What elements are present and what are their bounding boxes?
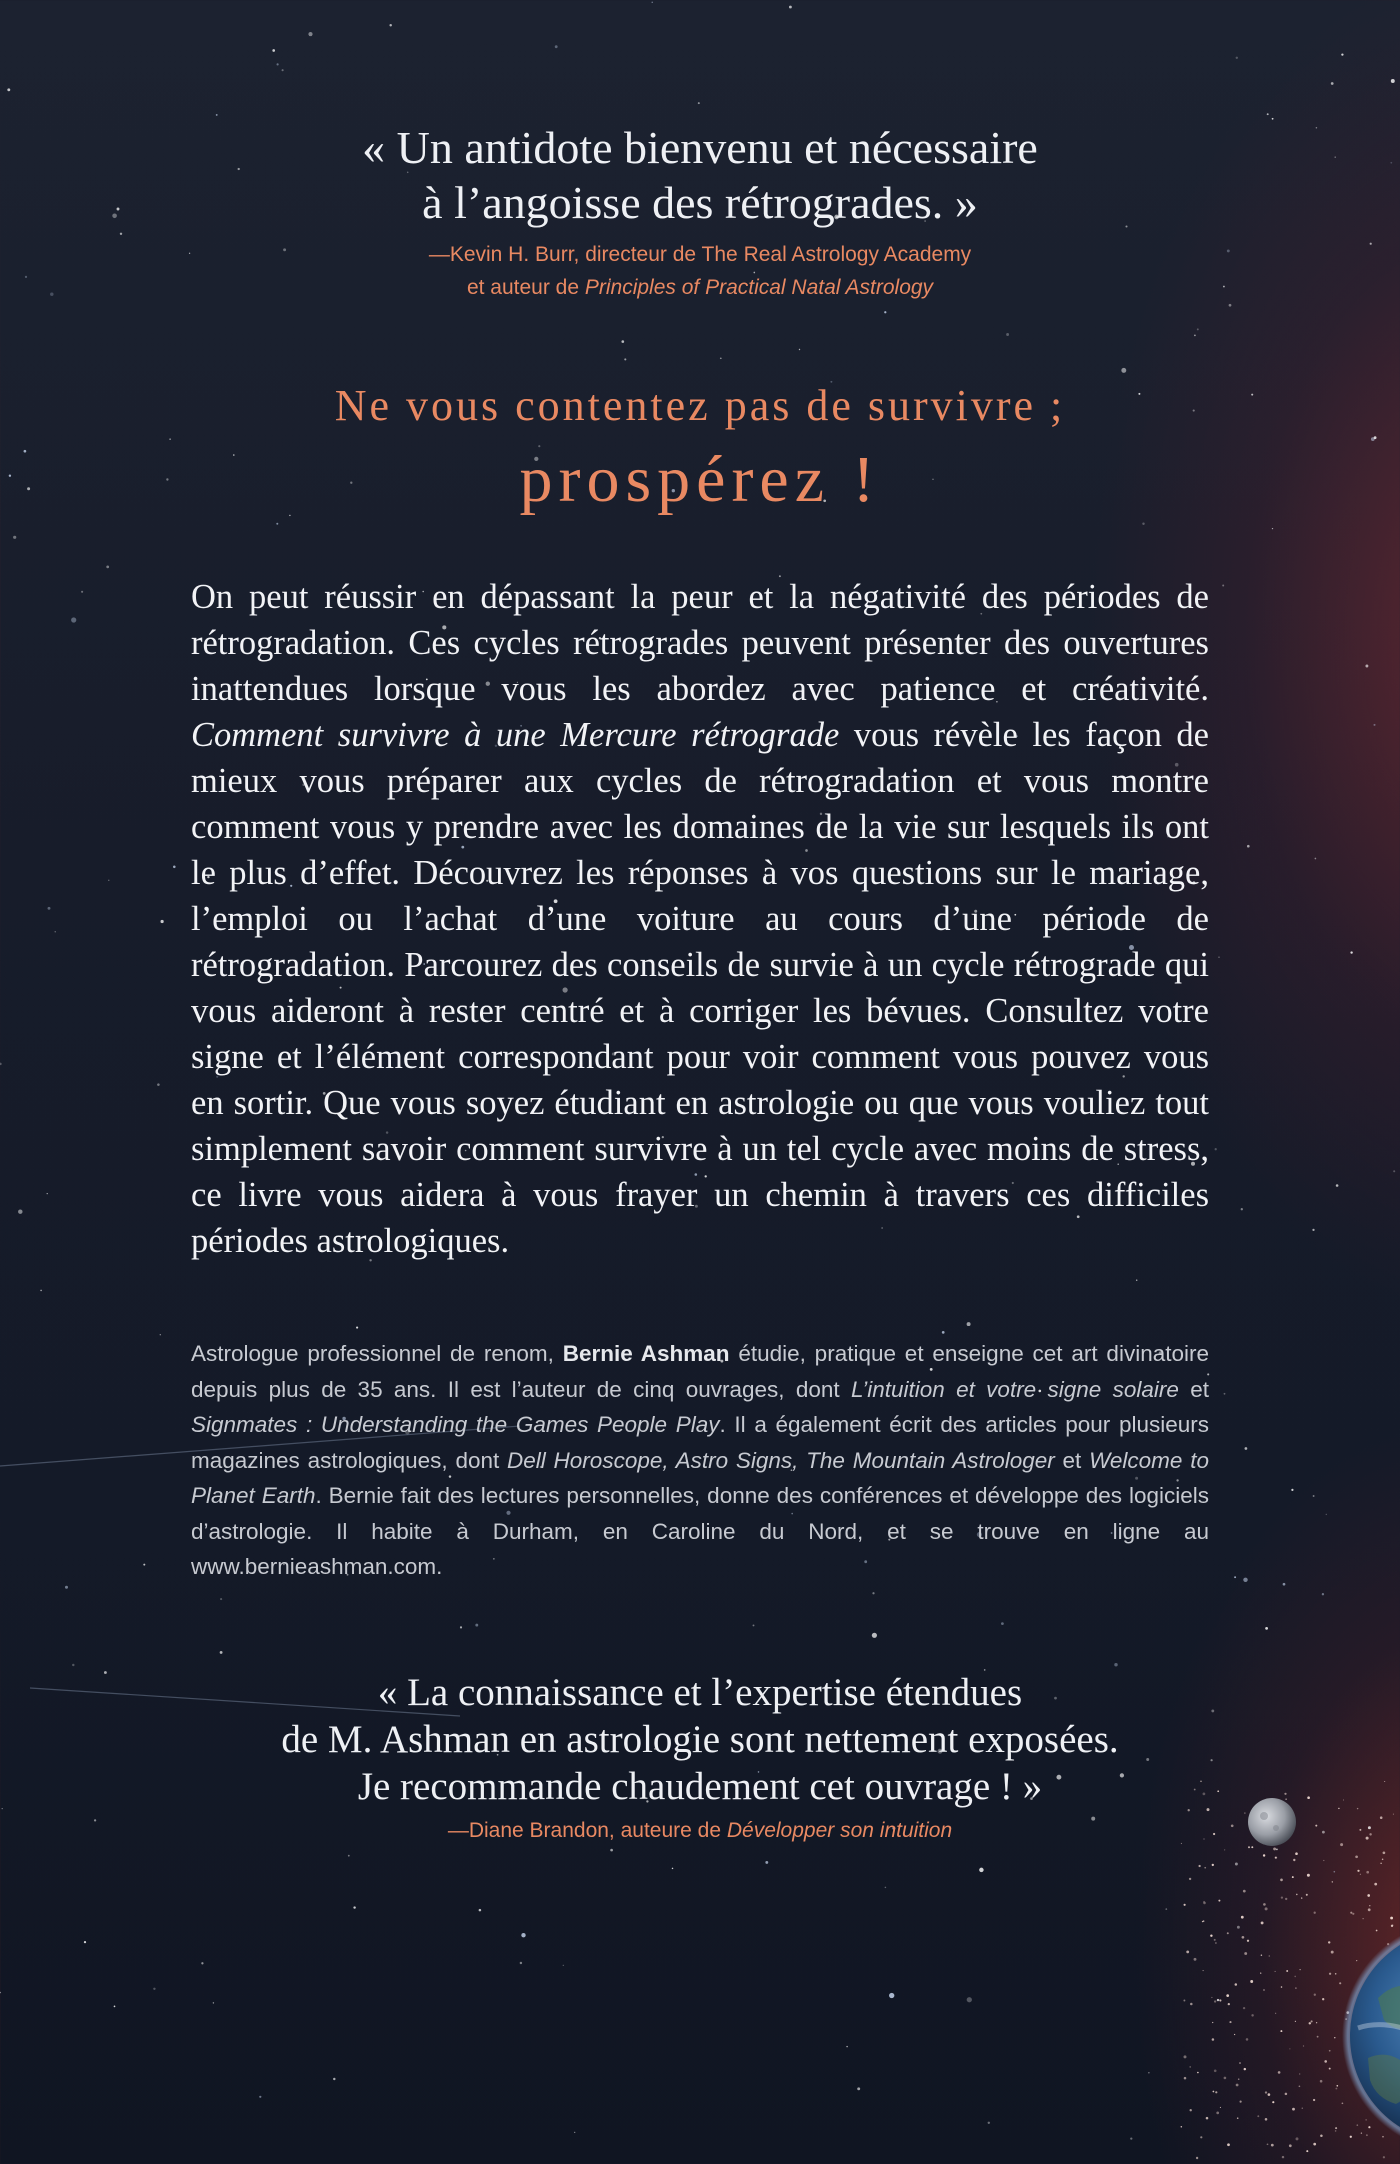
top-quote-attribution-book-title: Principles of Practical Natal Astrology [584,276,934,299]
bio-part4: . Il a également écrit des articles pour plusieurs magazines astrologiques, dont [191,1412,1209,1473]
bio-part2: étudie, pratique et enseigne cet art divinatoire depuis plus de 35 ans. Il est l’auteur de cinq ouvrages, dont [191,1341,1209,1402]
top-quote [0,120,1400,304]
description-part1: On peut réussir en dépassant la peur et la négativité des périodes de rétrogradation. Ces cycles rétrogrades peuvent présenter des ouvertures inattendues lorsque vous les abordez avec patience et créativité. [191,578,1209,708]
headline-line2: prospérez ! [519,443,881,516]
headline-line1: Ne vous contentez pas de survivre ; [334,381,1066,430]
bottom-quote-text: « La connaissance et l’expertise étendues de M. Ashman en astrologie sont nettement exposées. Je recommande chaudement cet ouvrage ! » [281,1671,1119,1808]
bio-separator1: , [662,1447,676,1473]
bio-magazine3: The Mountain Astrologer [806,1447,1055,1473]
description-book-title: Comment survivre à une Mercure rétrograde [191,716,840,754]
bio-book2: Signmates : Understanding the Games People Play [191,1412,720,1437]
top-quote-text: « Un antidote bienvenu et nécessaire à l’angoisse des rétrogrades. » [362,122,1038,228]
bio-book1: L’intuition et votre signe solaire [850,1376,1179,1402]
author-bio [191,1336,1209,1585]
bio-part1: Astrologue professionnel de renom, [191,1341,563,1366]
bio-separator2: , [792,1447,807,1473]
bio-magazine1: Dell Horoscope [507,1447,663,1473]
bio-magazine2: Astro Signs [675,1447,793,1473]
bio-author-name: Bernie Ashman [562,1341,730,1366]
moon-image [1246,1796,1298,1848]
bio-part5: et [1054,1447,1090,1473]
bio-part6: . Bernie fait des lectures personnelles, donne des conférences et développe des logiciels d’astrologie. Il habite à Durham, en Caroline du Nord, et se trouve en ligne au www.bernieashman.com. [191,1483,1210,1579]
earth-image [1318,1908,1400,2164]
bio-part3: et [1178,1376,1209,1402]
bottom-quote-attribution-book-title: Développer son intuition [726,1819,953,1842]
top-quote-attribution-line1: —Kevin H. Burr, directeur de The Real Astrology Academy [428,243,972,266]
top-quote-attribution-prefix: et auteur de [466,276,585,299]
description-part2: vous révèle les façon de mieux vous préparer aux cycles de rétrogradation et vous montre comment vous y prendre avec les domaines de la vie sur lesquels ils ont le plus d’effet. Découvrez les réponses à vos questions sur le mariage, l’emploi ou l’achat d’une voiture au cours d’une période de rétrogradation. Parcourez des conseils de survie à un cycle rétrograde qui vous aideront à rester centré et à corriger les bévues. Consultez votre signe et l’élément correspondant pour voir comment vous pouvez vous en sortir. Que vous soyez étudiant en astrologie ou que vous vouliez tout simplement savoir comment survivre à un tel cycle avec moins de stress, ce livre vous aidera à vous frayer un chemin à travers ces difficiles périodes astrologiques. [191,716,1209,1260]
bottom-quote-attribution-prefix: —Diane Brandon, auteure de [447,1819,727,1842]
bottom-quote-attribution [0,1814,1400,1847]
book-description [191,574,1209,1264]
headline [0,378,1400,520]
top-quote-attribution [0,238,1400,304]
bottom-quote [0,1669,1400,1847]
bio-magazine4: Welcome to Planet Earth [191,1447,1209,1508]
